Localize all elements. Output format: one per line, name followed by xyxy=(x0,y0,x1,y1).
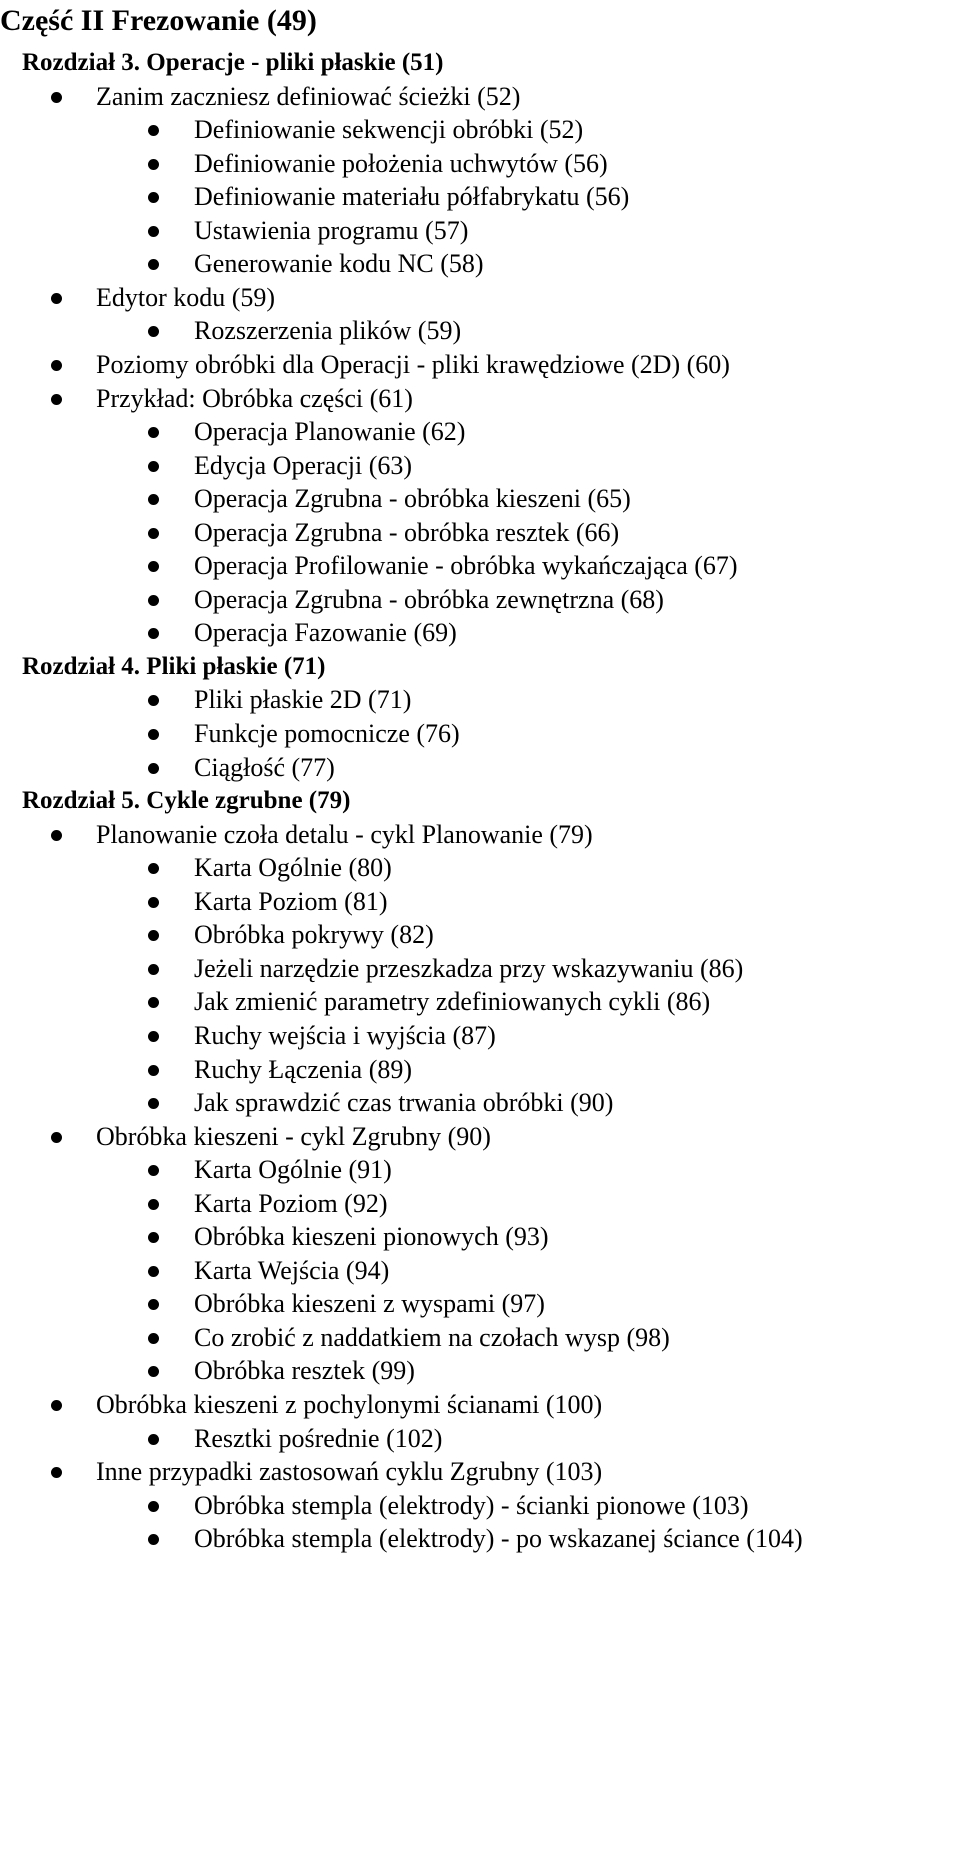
bullet-icon xyxy=(51,1400,62,1411)
toc-entry-text: Rozdział 5. Cykle zgrubne (79) xyxy=(22,787,351,815)
part-title: Część II Frezowanie (49) xyxy=(0,4,317,37)
bullet-icon xyxy=(148,695,159,706)
toc-entry-text: Operacja Fazowanie (69) xyxy=(194,618,457,648)
bullet-icon xyxy=(148,628,159,639)
bullet-icon xyxy=(148,1501,159,1512)
toc-entry-text: Operacja Profilowanie - obróbka wykańczająca (67) xyxy=(194,551,738,581)
bullet-icon xyxy=(148,259,159,270)
toc-entry-text: Karta Poziom (81) xyxy=(194,886,388,916)
bullet-icon xyxy=(148,1098,159,1109)
bullet-icon xyxy=(148,930,159,941)
toc-entry-text: Planowanie czoła detalu - cykl Planowanie (79) xyxy=(96,819,593,849)
toc-entry-text: Inne przypadki zastosowań cyklu Zgrubny (103) xyxy=(96,1457,603,1487)
toc-entry-text: Generowanie kodu NC (58) xyxy=(194,249,484,279)
bullet-icon xyxy=(148,427,159,438)
toc-entry-text: Ustawienia programu (57) xyxy=(194,215,469,245)
toc-entry-text: Definiowanie sekwencji obróbki (52) xyxy=(194,115,584,145)
toc-entry-text: Definiowanie położenia uchwytów (56) xyxy=(194,148,608,178)
bullet-icon xyxy=(51,830,62,841)
toc-entry-text: Operacja Zgrubna - obróbka kieszeni (65) xyxy=(194,484,631,514)
toc-entry-text: Jeżeli narzędzie przeszkadza przy wskazywaniu (86) xyxy=(194,953,744,983)
toc-entry-text: Obróbka stempla (elektrody) - po wskazanej ściance (104) xyxy=(194,1524,803,1554)
toc-entry-text: Operacja Zgrubna - obróbka resztek (66) xyxy=(194,517,620,547)
bullet-icon xyxy=(148,1333,159,1344)
bullet-icon xyxy=(148,159,159,170)
toc-entry-text: Karta Poziom (92) xyxy=(194,1188,388,1218)
toc-entry-text: Jak zmienić parametry zdefiniowanych cykli (86) xyxy=(194,987,711,1017)
bullet-icon xyxy=(148,1065,159,1076)
bullet-icon xyxy=(148,863,159,874)
toc-entry-text: Obróbka resztek (99) xyxy=(194,1356,415,1386)
toc-entry-text: Edycja Operacji (63) xyxy=(194,450,413,480)
bullet-icon xyxy=(148,561,159,572)
toc-entry-text: Ruchy Łączenia (89) xyxy=(194,1054,413,1084)
bullet-icon xyxy=(148,897,159,908)
toc-entry-text: Obróbka kieszeni pionowych (93) xyxy=(194,1222,549,1252)
bullet-icon xyxy=(148,1366,159,1377)
bullet-icon xyxy=(148,763,159,774)
toc-entry-text: Karta Ogólnie (80) xyxy=(194,853,392,883)
bullet-icon xyxy=(148,125,159,136)
bullet-icon xyxy=(148,595,159,606)
toc-entry-text: Obróbka pokrywy (82) xyxy=(194,920,434,950)
toc-entry-text: Definiowanie materiału półfabrykatu (56) xyxy=(194,182,630,212)
bullet-icon xyxy=(148,1299,159,1310)
toc-entry-text: Operacja Planowanie (62) xyxy=(194,417,466,446)
toc-entry-text: Ruchy wejścia i wyjścia (87) xyxy=(194,1020,496,1050)
bullet-icon xyxy=(148,192,159,203)
toc-entry-text: Obróbka stempla (elektrody) - ścianki pionowe (103) xyxy=(194,1490,749,1520)
bullet-icon xyxy=(148,1199,159,1210)
bullet-icon xyxy=(148,1031,159,1042)
bullet-icon xyxy=(51,1467,62,1478)
toc-entry-text: Resztki pośrednie (102) xyxy=(194,1423,443,1453)
toc-entry-text: Operacja Zgrubna - obróbka zewnętrzna (68) xyxy=(194,584,664,614)
toc-entry-text: Obróbka kieszeni - cykl Zgrubny (90) xyxy=(96,1121,491,1151)
toc-entry-text: Edytor kodu (59) xyxy=(96,282,276,312)
bullet-icon xyxy=(51,1132,62,1143)
bullet-icon xyxy=(51,394,62,405)
toc-entry-text: Obróbka kieszeni z wyspami (97) xyxy=(194,1289,545,1319)
toc-entry-text: Ciągłość (77) xyxy=(194,752,335,782)
toc-entry-text: Pliki płaskie 2D (71) xyxy=(194,685,412,715)
bullet-icon xyxy=(148,1434,159,1445)
toc-entry-text: Poziomy obróbki dla Operacji - pliki krawędziowe (2D) (60) xyxy=(96,349,730,379)
bullet-icon xyxy=(148,997,159,1008)
toc-entry-text: Jak sprawdzić czas trwania obróbki (90) xyxy=(194,1088,614,1117)
bullet-icon xyxy=(148,964,159,975)
toc-entry-text: Przykład: Obróbka części (61) xyxy=(96,383,413,413)
bullet-icon xyxy=(51,293,62,304)
bullet-icon xyxy=(148,226,159,237)
toc-entry-text: Obróbka kieszeni z pochylonymi ścianami (100) xyxy=(96,1390,603,1419)
bullet-icon xyxy=(148,1534,159,1545)
bullet-icon xyxy=(51,360,62,371)
bullet-icon xyxy=(148,1232,159,1243)
toc-entry-text: Funkcje pomocnicze (76) xyxy=(194,719,460,748)
toc-entry-text: Rozszerzenia plików (59) xyxy=(194,316,462,346)
bullet-icon xyxy=(148,494,159,505)
toc-entry-text: Co zrobić z naddatkiem na czołach wysp (98) xyxy=(194,1322,670,1352)
toc-entry-text: Karta Ogólnie (91) xyxy=(194,1155,392,1185)
bullet-icon xyxy=(148,729,159,740)
bullet-icon xyxy=(148,528,159,539)
bullet-icon xyxy=(148,1165,159,1176)
toc-entry-text: Zanim zaczniesz definiować ścieżki (52) xyxy=(96,81,521,111)
bullet-icon xyxy=(148,1266,159,1277)
bullet-icon xyxy=(148,461,159,472)
toc-entry-text: Rozdział 3. Operacje - pliki płaskie (51) xyxy=(22,49,444,76)
bullet-icon xyxy=(51,92,62,103)
toc-entry-text: Rozdział 4. Pliki płaskie (71) xyxy=(22,652,326,680)
bullet-icon xyxy=(148,326,159,337)
toc-entry-text: Karta Wejścia (94) xyxy=(194,1255,390,1285)
